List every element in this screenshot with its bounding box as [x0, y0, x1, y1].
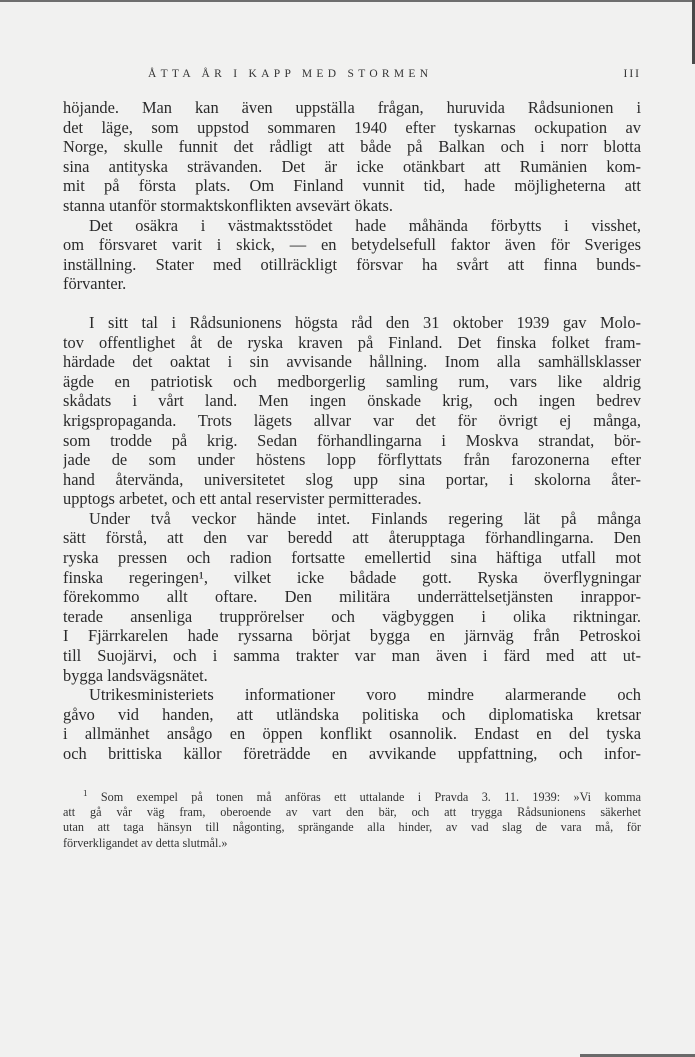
- text-line: jade de som under höstens lopp förflyttats från farozonerna efter: [63, 450, 641, 470]
- paragraph-5: [63, 685, 641, 763]
- footnote-text: Som exempel på tonen må anföras ett uttalande i Pravda 3. 11. 1939: »Vi komma: [100, 789, 641, 804]
- footnote-line: att gå vår väg fram, oberoende av vart den bär, och att trygga Rådsunionens säkerhet: [63, 805, 641, 819]
- text-line: sätt förstå, att den var beredd att återupptaga förhandlingarna. Den: [63, 528, 641, 548]
- text-line: Norge, skulle funnit det rådligt att både på Balkan och i norr blotta: [63, 137, 641, 157]
- text-line: hand återvända, universitetet slog upp sina portar, i skolorna åter-: [63, 469, 641, 489]
- text-line: gåvo vid handen, att utländska politiska och diplomatiska kretsar: [63, 704, 641, 724]
- text-line: I Fjärrkarelen hade ryssarna börjat bygga en järnväg från Petroskoi: [63, 626, 641, 646]
- text-line: höjande. Man kan även uppställa frågan, huruvida Rådsunionen i: [63, 98, 641, 117]
- text-line: i allmänhet ansågo en öppen konflikt osannolik. Endast en del tyska: [63, 724, 641, 744]
- paragraph-4: [63, 509, 641, 685]
- text-line: förvanter.: [63, 274, 127, 294]
- text-line: om försvaret varit i skick, — en betydelsefull faktor även för Sveriges: [63, 235, 641, 255]
- text-line: Det osäkra i västmaktsstödet hade måhända förbytts i visshet,: [89, 215, 641, 235]
- text-line-with-footnote-ref: finska regeringen¹, vilket icke bådade gott. Ryska överflygningar: [63, 567, 641, 587]
- text-line: bygga landsvägsnätet.: [63, 665, 208, 685]
- footnote-marker: 1: [83, 789, 88, 798]
- footnote-line: [63, 790, 641, 805]
- text-line: Under två veckor hände intet. Finlands regering lät på många: [89, 508, 641, 528]
- text-line: skådats i vårt land. Men ingen önskade krig, och ingen bedrev: [63, 391, 641, 411]
- page-number: III: [623, 68, 641, 80]
- text-line: sina antityska strävanden. Det är icke otänkbart att Rumänien kom-: [63, 156, 641, 176]
- text-line: tov offentlighet åt de ryska kraven på Finland. Det finska folket fram-: [63, 332, 641, 352]
- scan-edge-top: [0, 0, 695, 2]
- running-head: [63, 68, 641, 88]
- paragraph-2: [63, 216, 641, 294]
- text-line: stanna utanför stormaktskonflikten avsevärt ökats.: [63, 195, 394, 215]
- text-line: förekommo allt oftare. Den militära underrättelsetjänsten inrappor-: [63, 587, 641, 607]
- text-line: inställning. Stater med otillräckligt försvar ha svårt att finna bunds-: [63, 254, 641, 274]
- text-line: det läge, som uppstod sommaren 1940 efter tyskarnas ockupation av: [63, 117, 641, 137]
- text-line: ägde en patriotisk och medborgerlig samling rum, vars like aldrig: [63, 371, 641, 391]
- text-line: och brittiska källor företrädde en avvikande uppfattning, och infor-: [63, 744, 641, 763]
- text-line: upptogs arbetet, och ett antal reservister permitterades.: [63, 489, 422, 509]
- paragraph-3: [63, 313, 641, 509]
- text-line: till Suojärvi, och i samma trakter var man även i färd med att ut-: [63, 646, 641, 666]
- text-line: krigspropaganda. Trots lägets allvar var det för övrigt ej många,: [63, 410, 641, 430]
- text-line: härdade det oaktat i sin avvisande hållning. Inom alla samhällsklasser: [63, 352, 641, 372]
- text-line: mit på första plats. Om Finland vunnit tid, hade möjligheterna att: [63, 176, 641, 196]
- body-text: [63, 98, 641, 764]
- footnote-line: utan att taga hänsyn till någonting, sprängande alla hinder, av vad slag de vara må, för: [63, 820, 641, 835]
- text-line: ryska pressen och radion fortsatte emellertid sina häftiga utfall mot: [63, 548, 641, 568]
- book-page: [63, 68, 641, 851]
- footnote-line: förverkligandet av detta slutmål.»: [63, 835, 228, 850]
- footnote: [63, 790, 641, 852]
- text-line: Utrikesministeriets informationer voro mindre alarmerande och: [89, 685, 641, 705]
- text-line: som trodde på krig. Sedan förhandlingarna i Moskva strandat, bör-: [63, 430, 641, 450]
- text-line: terade ansenliga trupprörelser och vägbyggen i olika riktningar.: [63, 606, 641, 626]
- paragraph-1: [63, 98, 641, 216]
- running-head-title: ÅTTA ÅR I KAPP MED STORMEN: [148, 68, 433, 80]
- text-line: I sitt tal i Rådsunionens högsta råd den 31 oktober 1939 gav Molo-: [89, 312, 641, 332]
